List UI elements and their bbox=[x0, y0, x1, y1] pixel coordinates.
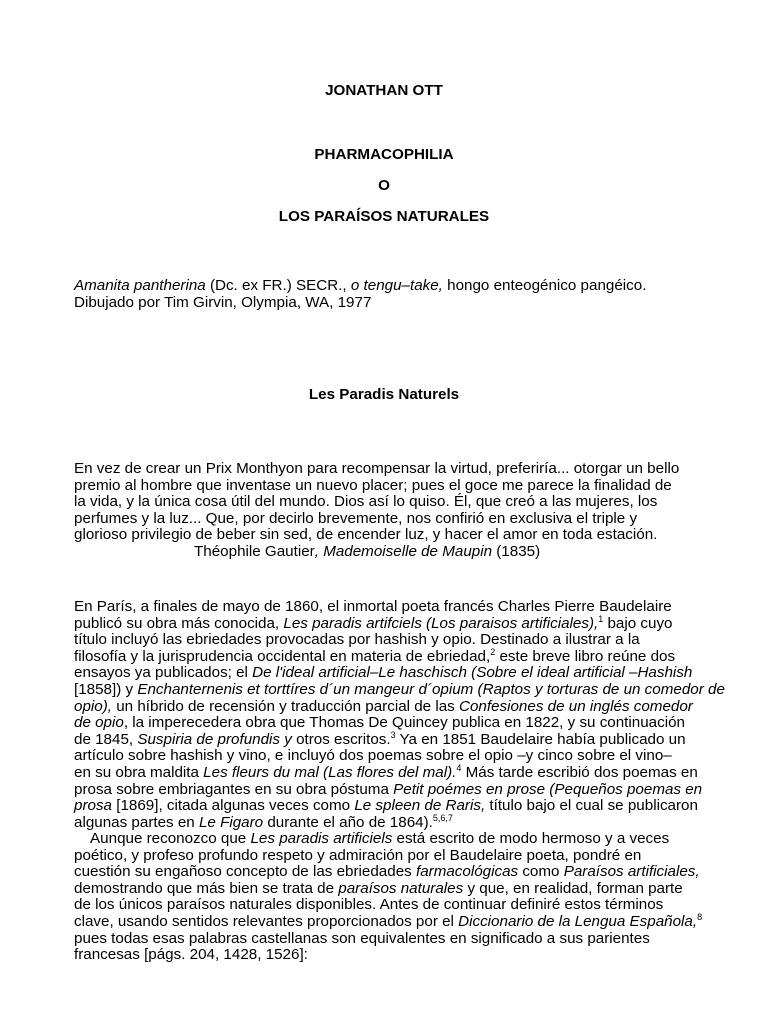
footnote-ref[interactable]: 4 bbox=[456, 762, 462, 773]
text-run: Le spleen de Raris, bbox=[354, 797, 486, 815]
text-line: artículo sobre hashish y vino, e incluyó dos poemas sobre el opio –y cinco sobre el vino– bbox=[74, 747, 672, 765]
text-run: Le Figaro bbox=[198, 813, 264, 831]
text-line bbox=[74, 762, 734, 782]
text-run: [1869], citada algunas veces como bbox=[112, 797, 355, 815]
epigraph-line: perfumes y la luz... Que, por decirlo brevemente, nos confirió en exclusiva el triple y bbox=[74, 509, 638, 527]
text-line bbox=[74, 798, 734, 815]
text-run: Ya en 1851 Baudelaire había publicado un bbox=[395, 730, 686, 748]
text-run: algunas partes en bbox=[74, 813, 199, 831]
text-run: Petit poémes en prose (Pequeños poemas en bbox=[393, 780, 703, 798]
footnote-ref[interactable]: 8 bbox=[697, 911, 703, 922]
text-line bbox=[74, 699, 734, 716]
text-run: Les paradis artificiels bbox=[250, 830, 393, 847]
text-line bbox=[74, 715, 734, 732]
paragraph-2 bbox=[74, 831, 734, 964]
caption-species: Amanita pantherina bbox=[74, 277, 206, 294]
book-subtitle: LOS PARAÍSOS NATURALES bbox=[278, 208, 490, 225]
text-run: Suspiria de profundis y bbox=[137, 730, 292, 748]
title-conjunction: O bbox=[378, 177, 390, 194]
footnote-ref[interactable]: 1 bbox=[598, 613, 604, 624]
text-line bbox=[74, 729, 734, 749]
text-run: como bbox=[518, 863, 564, 881]
text-run: Les fleurs du mal (Las flores del mal). bbox=[203, 763, 457, 781]
text-run: este breve libro reúne dos bbox=[495, 647, 676, 665]
text-run: paraísos naturales bbox=[338, 879, 464, 897]
text-line: poético, y profeso profundo respeto y admiración por el Baudelaire poeta, pondré en bbox=[74, 846, 642, 864]
text-run: Más tarde escribió dos poemas en bbox=[461, 763, 698, 781]
text-run: publicó su obra más conocida, bbox=[74, 614, 284, 632]
text-run: de 1845, bbox=[74, 730, 138, 748]
book-title: PHARMACOPHILIA bbox=[314, 146, 454, 163]
author-heading: JONATHAN OTT bbox=[325, 82, 443, 99]
text-run: Les paradis artifciels (Los paraisos artificiales), bbox=[283, 614, 599, 632]
footnote-ref[interactable]: 2 bbox=[490, 646, 496, 657]
text-run: , la imperecedera obra que Thomas De Quincey publica en 1822, y su continuación bbox=[123, 714, 685, 732]
text-line: de los únicos paraísos naturales disponibles. Antes de continuar definiré estos términos bbox=[74, 896, 664, 914]
text-run: prosa bbox=[74, 797, 112, 815]
attribution-work: Mademoiselle de Maupin bbox=[318, 542, 493, 560]
text-run: [1858]) y bbox=[74, 680, 138, 698]
text-run: durante el año de 1864). bbox=[263, 813, 433, 831]
text-line: pues todas esas palabras castellanas son equivalentes en significado a sus parientes bbox=[74, 929, 650, 947]
text-line bbox=[74, 831, 734, 848]
text-line: En París, a finales de mayo de 1860, el inmortal poeta francés Charles Pierre Baudelaire bbox=[74, 598, 672, 615]
text-run: otros escritos. bbox=[291, 730, 391, 748]
epigraph bbox=[74, 461, 734, 561]
footnote-ref[interactable]: 3 bbox=[390, 729, 396, 740]
text-run: clave, usando sentidos relevantes proporcionados por el bbox=[74, 912, 459, 930]
text-line bbox=[74, 864, 734, 881]
caption-description: hongo enteogénico pangéico. bbox=[442, 277, 647, 294]
text-line bbox=[74, 881, 734, 898]
text-run: ensayos ya publicados; el bbox=[74, 664, 253, 682]
text-line bbox=[74, 812, 734, 832]
epigraph-attribution bbox=[74, 544, 734, 561]
text-run: cuestión su engañoso concepto de las ebriedades bbox=[74, 863, 416, 881]
text-line bbox=[74, 782, 734, 799]
text-run: demostrando que más bien se trata de bbox=[74, 879, 339, 897]
section-title: Les Paradis Naturels bbox=[308, 386, 460, 403]
text-run: Diccionario de la Lengua Española, bbox=[458, 912, 698, 930]
text-run: está escrito de modo hermoso y a veces bbox=[392, 830, 670, 847]
text-run: Aunque reconozco que bbox=[74, 830, 251, 847]
text-line bbox=[74, 911, 734, 931]
text-run: de opio bbox=[74, 714, 124, 732]
text-run: opio), bbox=[74, 697, 112, 715]
text-run: un híbrido de recensión y traducción parcial de las bbox=[112, 697, 459, 715]
caption-credit: Dibujado por Tim Girvin, Olympia, WA, 1977 bbox=[74, 293, 372, 311]
attribution-year: (1835) bbox=[492, 542, 541, 560]
attribution-comma: , bbox=[314, 542, 319, 560]
epigraph-line: glorioso privilegio de beber sin sed, de encender luz, y hacer el amor en toda estación. bbox=[74, 526, 658, 544]
text-line bbox=[74, 665, 734, 682]
text-run: título bajo el cual se publicaron bbox=[485, 797, 698, 815]
text-line bbox=[74, 682, 734, 699]
paragraph-1 bbox=[74, 599, 734, 831]
text-run: bajo cuyo bbox=[603, 614, 673, 632]
epigraph-line: premio al hombre que inventase un nuevo placer; pues el goce me parece la finalidad de bbox=[74, 476, 672, 494]
epigraph-line: la vida, y la única cosa útil del mundo. Dios así lo quiso. Él, que creó a las mujeres, los bbox=[74, 493, 658, 511]
text-run: farmacológicas bbox=[415, 863, 519, 881]
text-run: Enchanternenis et torttíres d´un mangeur d´opium (Raptos y torturas de un comedor de bbox=[137, 680, 725, 698]
text-run: en su obra maldita bbox=[74, 763, 204, 781]
caption-authority: (Dc. ex FR.) SECR., bbox=[205, 277, 351, 294]
text-run: filosofía y la jurisprudencia occidental en materia de ebriedad, bbox=[74, 647, 491, 665]
footnote-ref[interactable]: 5,6,7 bbox=[432, 812, 453, 823]
attribution-author: Théophile Gautier bbox=[194, 542, 315, 560]
text-run: prosa sobre embriagantes en su obra póstuma bbox=[74, 780, 394, 798]
caption-common-name: o tengu–take, bbox=[350, 277, 443, 294]
text-run: Paraísos artificiales, bbox=[563, 863, 700, 881]
text-line: francesas [págs. 204, 1428, 1526]: bbox=[74, 946, 308, 964]
text-line bbox=[74, 613, 734, 633]
text-line: título incluyó las ebriedades provocadas por hashish y opio. Destinado a ilustrar a la bbox=[74, 631, 640, 649]
text-line bbox=[74, 646, 734, 666]
text-run: y que, en realidad, forman parte bbox=[463, 879, 683, 897]
text-run: Confesiones de un inglés comedor bbox=[458, 697, 693, 715]
epigraph-line: En vez de crear un Prix Monthyon para recompensar la virtud, preferiría... otorgar un bello bbox=[74, 460, 680, 477]
text-run: De l'ideal artificial–Le haschisch (Sobre el ideal artificial –Hashish bbox=[252, 664, 693, 682]
figure-caption bbox=[74, 278, 734, 311]
